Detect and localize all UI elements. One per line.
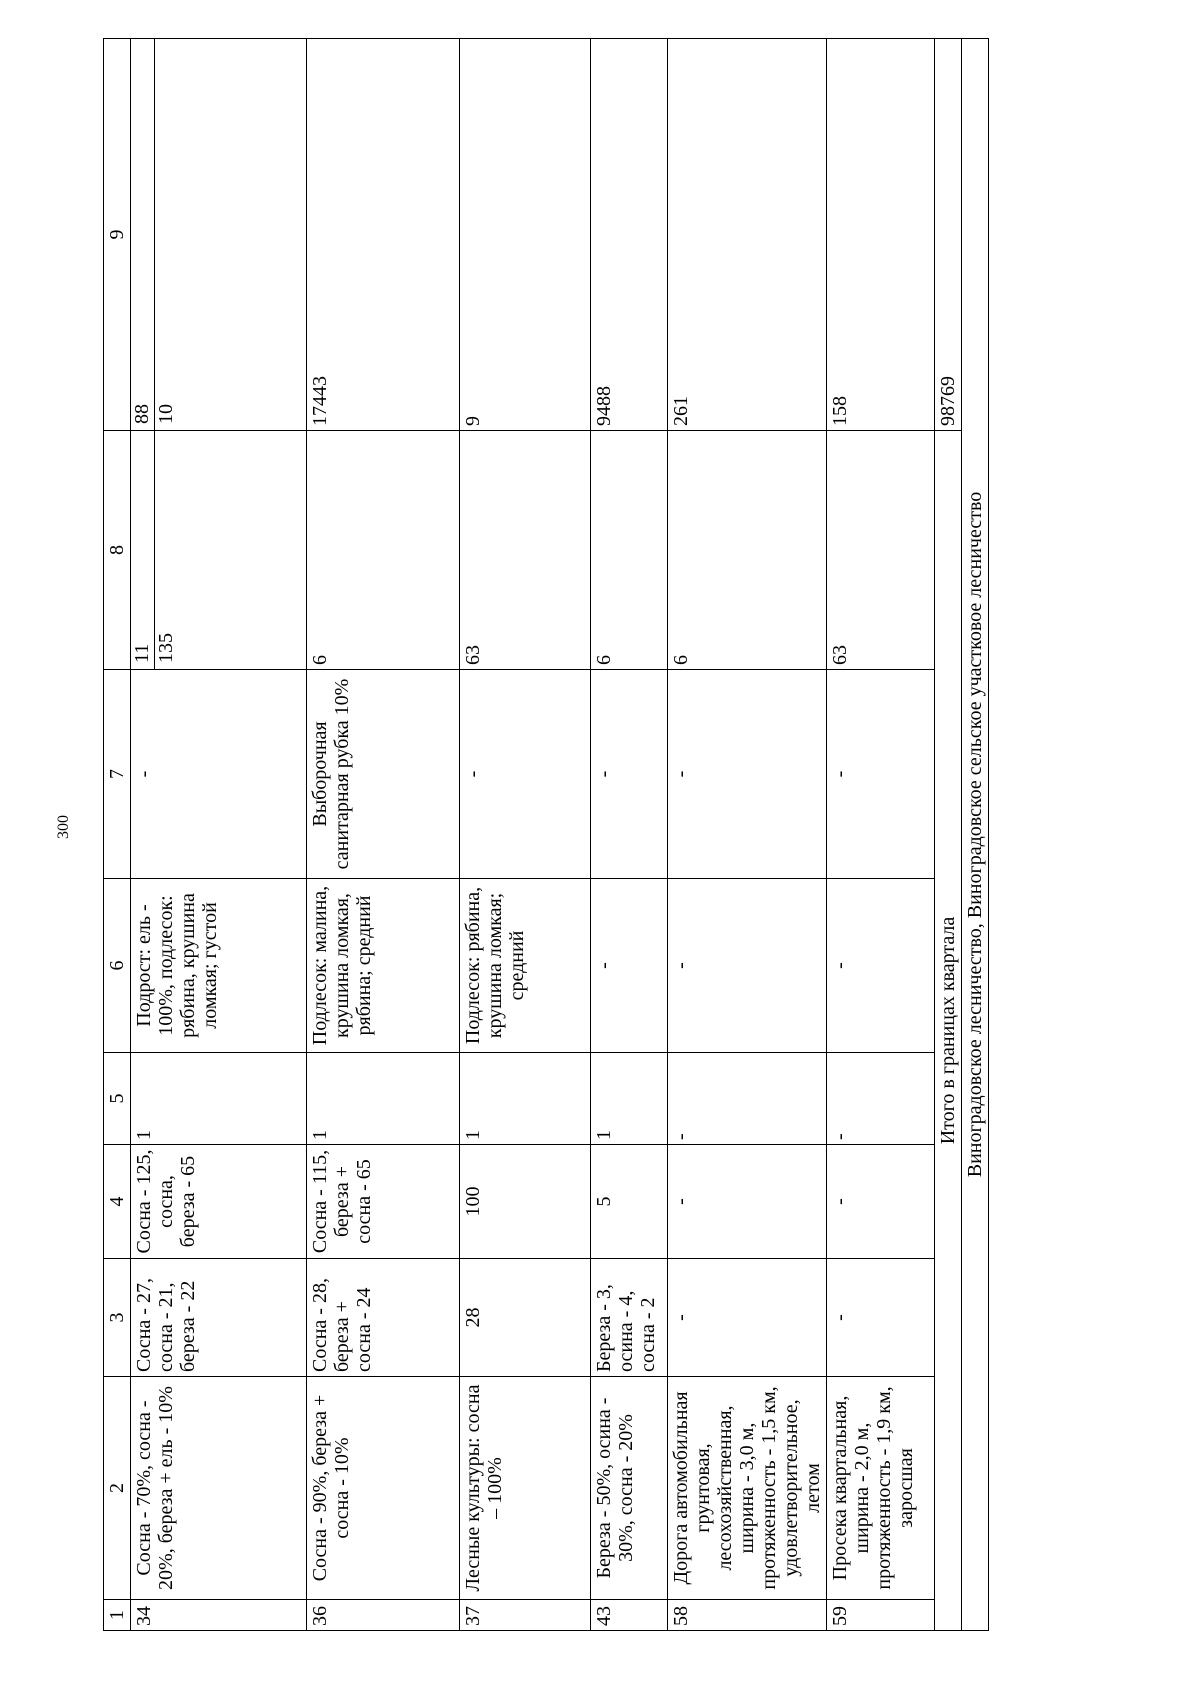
table-row [307,39,460,1631]
cell-value: 158 [827,39,935,431]
cell-composition: Береза - 50%, осина - 30%, сосна - 20% [591,1377,668,1600]
cell-class: - [827,1053,935,1145]
split-top: 11 [131,431,155,669]
cell-undergrowth: Подлесок: рябина, крушина ломкая; средний [460,879,591,1053]
cell-value: 63 [460,431,591,670]
cell-undergrowth: - [591,879,668,1053]
cell-measures: Выборочная санитарная рубка 10% [307,670,460,879]
cell-value: 6 [307,431,460,670]
page-number: 300 [55,815,72,839]
cell-undergrowth: Подрост: ель - 100%, подлесок: рябина, крушина ломкая; густой [131,879,307,1053]
table-row [827,39,935,1631]
forest-inventory-table [103,38,989,1631]
table-row [131,39,307,1631]
header-cell: 6 [104,879,131,1053]
section-label: Виноградовское лесничество, Виноградовское сельское участковое лесничество [962,39,989,1631]
cell-quarter: 58 [668,1600,827,1631]
cell-age: Береза - 3, осина - 4, сосна - 2 [591,1259,668,1377]
cell-split [131,431,307,670]
split-top: 88 [131,39,155,430]
cell-value: 9 [460,39,591,431]
cell-composition: Просека квартальная, ширина - 2,0 м, протяженность - 1,9 км, заросшая [827,1377,935,1600]
table-row [668,39,827,1631]
cell-quarter: 37 [460,1600,591,1631]
cell-value: 6 [668,431,827,670]
section-row [962,39,989,1631]
cell-split [131,39,307,431]
total-row [935,39,962,1631]
cell-height: - [827,1145,935,1259]
header-cell: 3 [104,1259,131,1377]
rotated-table-container [103,39,1033,1631]
cell-measures: - [668,670,827,879]
cell-class: 1 [131,1053,307,1145]
total-value: 98769 [935,39,962,431]
cell-measures: - [591,670,668,879]
cell-measures: - [827,670,935,879]
cell-measures: - [460,670,591,879]
cell-class: 1 [460,1053,591,1145]
cell-undergrowth: - [668,879,827,1053]
header-cell: 5 [104,1053,131,1145]
cell-age: Сосна - 27, сосна - 21, береза - 22 [131,1259,307,1377]
cell-value: 261 [668,39,827,431]
split-bottom: 10 [155,404,177,424]
cell-quarter: 34 [131,1600,307,1631]
cell-composition: Сосна - 70%, сосна - 20%, береза + ель - 10% [131,1377,307,1600]
cell-undergrowth: - [827,879,935,1053]
cell-value: 9488 [591,39,668,431]
table-row [460,39,591,1631]
cell-height: Сосна - 125, сосна, береза - 65 [131,1145,307,1259]
cell-class: 1 [591,1053,668,1145]
cell-quarter: 36 [307,1600,460,1631]
cell-measures: - [131,670,307,879]
cell-class: 1 [307,1053,460,1145]
cell-composition: Сосна - 90%, береза + сосна - 10% [307,1377,460,1600]
total-label: Итого в границах квартала [935,431,962,1631]
cell-composition: Лесные культуры: сосна – 100% [460,1377,591,1600]
cell-age: Сосна - 28, береза + сосна - 24 [307,1259,460,1377]
cell-class: - [668,1053,827,1145]
cell-height: 100 [460,1145,591,1259]
cell-height: Сосна - 115, береза + сосна - 65 [307,1145,460,1259]
header-cell: 8 [104,431,131,670]
table-row [591,39,668,1631]
cell-height: - [668,1145,827,1259]
header-cell: 7 [104,670,131,879]
cell-value: 6 [591,431,668,670]
cell-quarter: 59 [827,1600,935,1631]
header-cell: 9 [104,39,131,431]
cell-value: 17443 [307,39,460,431]
cell-height: 5 [591,1145,668,1259]
cell-composition: Дорога автомобильная грунтовая, лесохозяйственная, ширина - 3,0 м, протяженность - 1,5 км, удовлетворительное, летом [668,1377,827,1600]
header-row [104,39,131,1631]
cell-undergrowth: Подлесок: малина, крушина ломкая, рябина; средний [307,879,460,1053]
cell-value: 63 [827,431,935,670]
cell-age: 28 [460,1259,591,1377]
header-cell: 2 [104,1377,131,1600]
header-cell: 1 [104,1600,131,1631]
cell-age: - [827,1259,935,1377]
cell-quarter: 43 [591,1600,668,1631]
header-cell: 4 [104,1145,131,1259]
cell-age: - [668,1259,827,1377]
split-bottom: 135 [155,633,177,663]
